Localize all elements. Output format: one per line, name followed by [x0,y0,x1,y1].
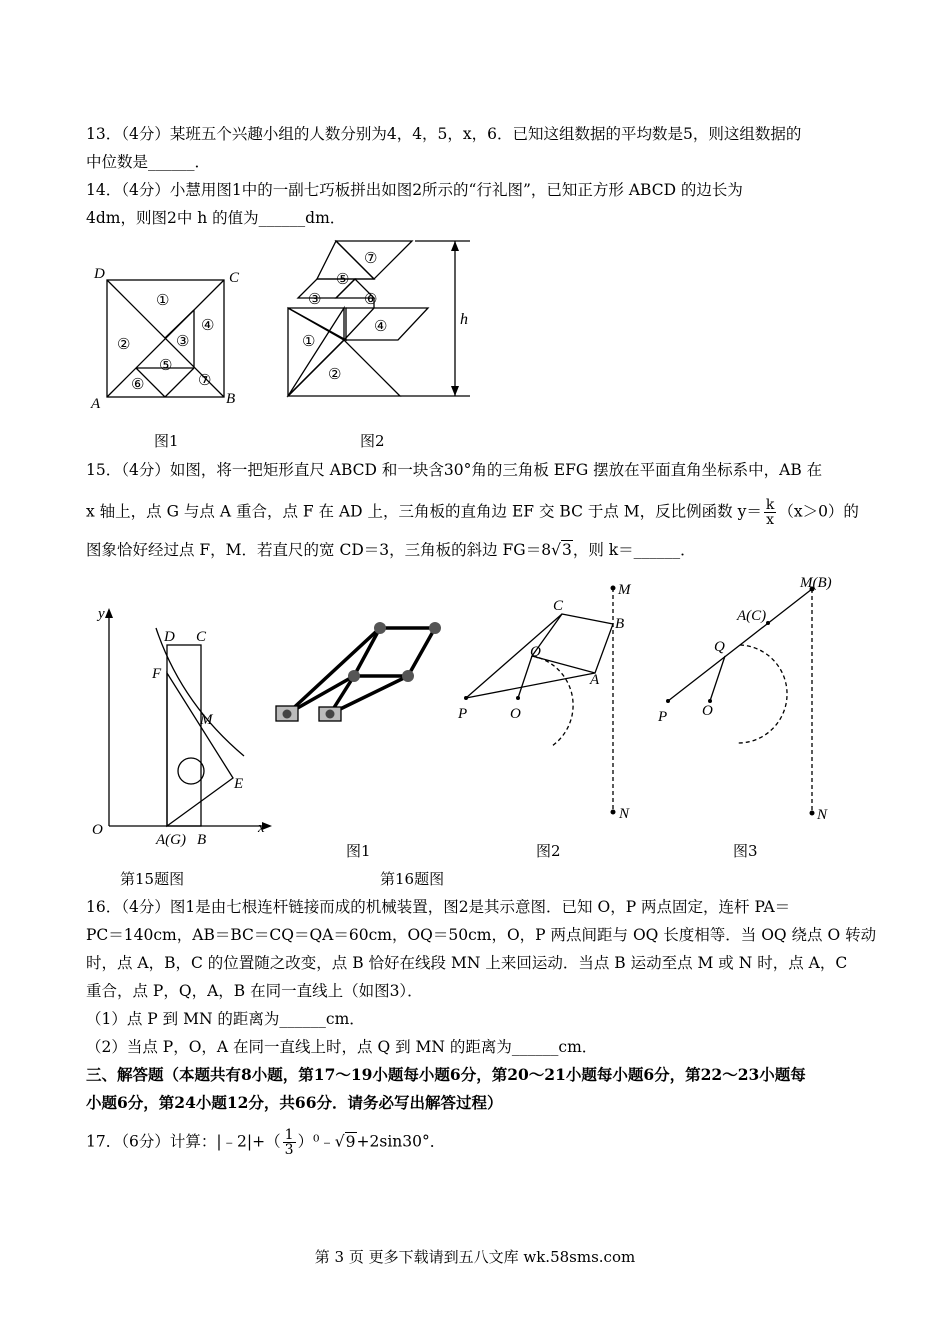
q16-fig1-caption: 图1 [346,842,371,860]
page-footer: 第 3 页 更多下载请到五八文库 wk.58sms.com [314,1248,636,1266]
q16-fig3-label-n: N [817,807,828,823]
q16-figure3 [652,575,852,830]
q16-figure2 [452,580,648,835]
q14-fig1-piece-2: ② [117,337,131,353]
q13-line1: 13．（4分）某班五个兴趣小组的人数分别为4，4，5，x，6．已知这组数据的平均数是5，则这组数据的 [86,125,802,143]
q17-exp: ）⁰﹣ [297,1132,335,1151]
q15-label-ag: A(G) [156,832,186,848]
q14-fig1-piece-7: ⑦ [198,373,212,389]
q13-line2: 中位数是______． [86,153,211,171]
q14-fig2-piece-1: ① [302,334,316,350]
q14-fig1-piece-5: ⑤ [159,358,173,374]
q17-suffix: +2sin30°． [356,1132,446,1151]
q16-line2: PC＝140cm，AB＝BC＝CQ＝QA＝60cm，OQ＝50cm，O，P 两点间距与 OQ 长度相等．当 OQ 绕点 O 转动 [86,926,877,944]
q15-line2-b: （x＞0）的 [778,502,859,521]
q17-frac-num: 1 [284,1127,294,1143]
q15-figure [86,598,276,848]
q16-fig3-label-ac: A(C) [737,608,767,624]
q16-fig2-label-p: P [458,706,468,722]
q14-fig2-label-h: h [460,311,468,328]
q16-fig2-label-m: M [618,582,631,598]
q15-line1: 15．（4分）如图，将一把矩形直尺 ABCD 和一块含30°角的三角板 EFG 摆放在平面直角坐标系中，AB 在 [86,461,823,479]
q15-fraction [764,498,776,527]
q16-fig2-label-o: O [510,706,521,722]
q16-fig2-label-n: N [619,806,630,822]
sqrt-sign: √ [551,541,561,559]
sqrt-sign: √ [334,1132,345,1151]
q14-fig1-piece-6: ⑥ [131,377,145,393]
q15-line2 [86,498,859,527]
q16-fig2-label-b: B [615,616,625,632]
q14-fig1-label-a: A [91,396,101,412]
q14-fig2-piece-3: ③ [308,292,322,308]
q14-fig1-label-d: D [94,266,105,282]
q15-label-o: O [92,822,103,838]
q14-figure2 [280,236,480,406]
q15-caption: 第15题图 [120,870,185,888]
q16-sub2: （2）当点 P，O，A 在同一直线上时，点 Q 到 MN 的距离为______cm． [86,1038,598,1056]
q15-frac-num: k [765,497,775,513]
q16-fig3-label-p: P [658,709,668,725]
q14-fig2-caption: 图2 [360,432,385,450]
q15-sqrt-value: 3 [561,541,572,559]
q14-fig2-piece-6: ⑥ [364,292,378,308]
q15-label-m: M [200,712,213,728]
q16-line1: 16．（4分）图1是由七根连杆链接而成的机械装置，图2是其示意图．已知 O，P 两点固定，连杆 PA＝ [86,898,791,916]
q16-figure1 [270,610,450,740]
q16-fig3-label-mb: M(B) [800,575,832,591]
q15-line3-b: ，则 k＝______． [572,541,696,559]
q14-fig2-piece-2: ② [328,367,342,383]
q16-caption: 第16题图 [380,870,445,888]
q16-fig2-caption: 图2 [536,842,561,860]
q14-fig1-caption: 图1 [154,432,179,450]
q15-label-b: B [197,832,207,848]
q14-fig2-piece-7: ⑦ [364,251,378,267]
q14-figure1 [86,258,246,418]
q15-label-f: F [152,666,162,682]
q14-line1: 14．（4分）小慧用图1中的一副七巧板拼出如图2所示的“行礼图”，已知正方形 ABCD 的边长为 [86,181,743,199]
q15-label-e: E [234,776,244,792]
q14-fig1-piece-4: ④ [201,318,215,334]
q17-fraction [283,1128,296,1157]
q16-fig2-label-q: Q [530,644,541,660]
q15-label-d: D [164,629,175,645]
q16-line3: 时，点 A，B，C 的位置随之改变，点 B 恰好在线段 MN 上来回运动．当点 B 运动至点 M 或 N 时，点 A，C [86,954,848,972]
q14-line2: 4dm，则图2中 h 的值为______dm． [86,209,346,227]
q14-fig1-label-c: C [229,270,240,286]
section3-line2: 小题6分，第24小题12分，共66分．请务必写出解答过程） [86,1093,503,1112]
q16-fig2-label-a: A [590,672,600,688]
q14-fig2-piece-5: ⑤ [336,272,350,288]
q17-sqrt-value: 9 [345,1132,356,1151]
q16-fig2-label-c: C [553,598,564,614]
section3-line1: 三、解答题（本题共有8小题，第17～19小题每小题6分，第20～21小题每小题6分，第22～23小题每 [86,1065,806,1084]
q16-fig3-label-q: Q [714,639,725,655]
q14-fig1-piece-1: ① [156,293,170,309]
q15-line3-a: 图象恰好经过点 F，M．若直尺的宽 CD＝3，三角板的斜边 FG＝8 [86,541,552,559]
q14-fig2-piece-4: ④ [374,319,388,335]
q17-frac-den: 3 [284,1142,294,1158]
q15-label-c: C [196,629,207,645]
q15-label-y: y [98,606,105,622]
q15-line3 [86,540,696,560]
q15-label-x: x [258,820,265,836]
q16-fig3-caption: 图3 [733,842,758,860]
q14-fig1-label-b: B [226,391,236,407]
q16-fig3-label-o: O [702,703,713,719]
q17-line [86,1128,445,1157]
q16-sub1: （1）点 P 到 MN 的距离为______cm． [86,1010,365,1028]
q15-frac-den: x [766,512,775,528]
q17-prefix: 17．（6分）计算：|﹣2|+（ [86,1132,281,1151]
q16-line4: 重合，点 P，Q，A，B 在同一直线上（如图3）． [86,982,423,1000]
q15-line2-a: x 轴上，点 G 与点 A 重合，点 F 在 AD 上，三角板的直角边 EF 交 BC 于点 M，反比例函数 y＝ [86,502,762,521]
q14-fig1-piece-3: ③ [176,334,190,350]
